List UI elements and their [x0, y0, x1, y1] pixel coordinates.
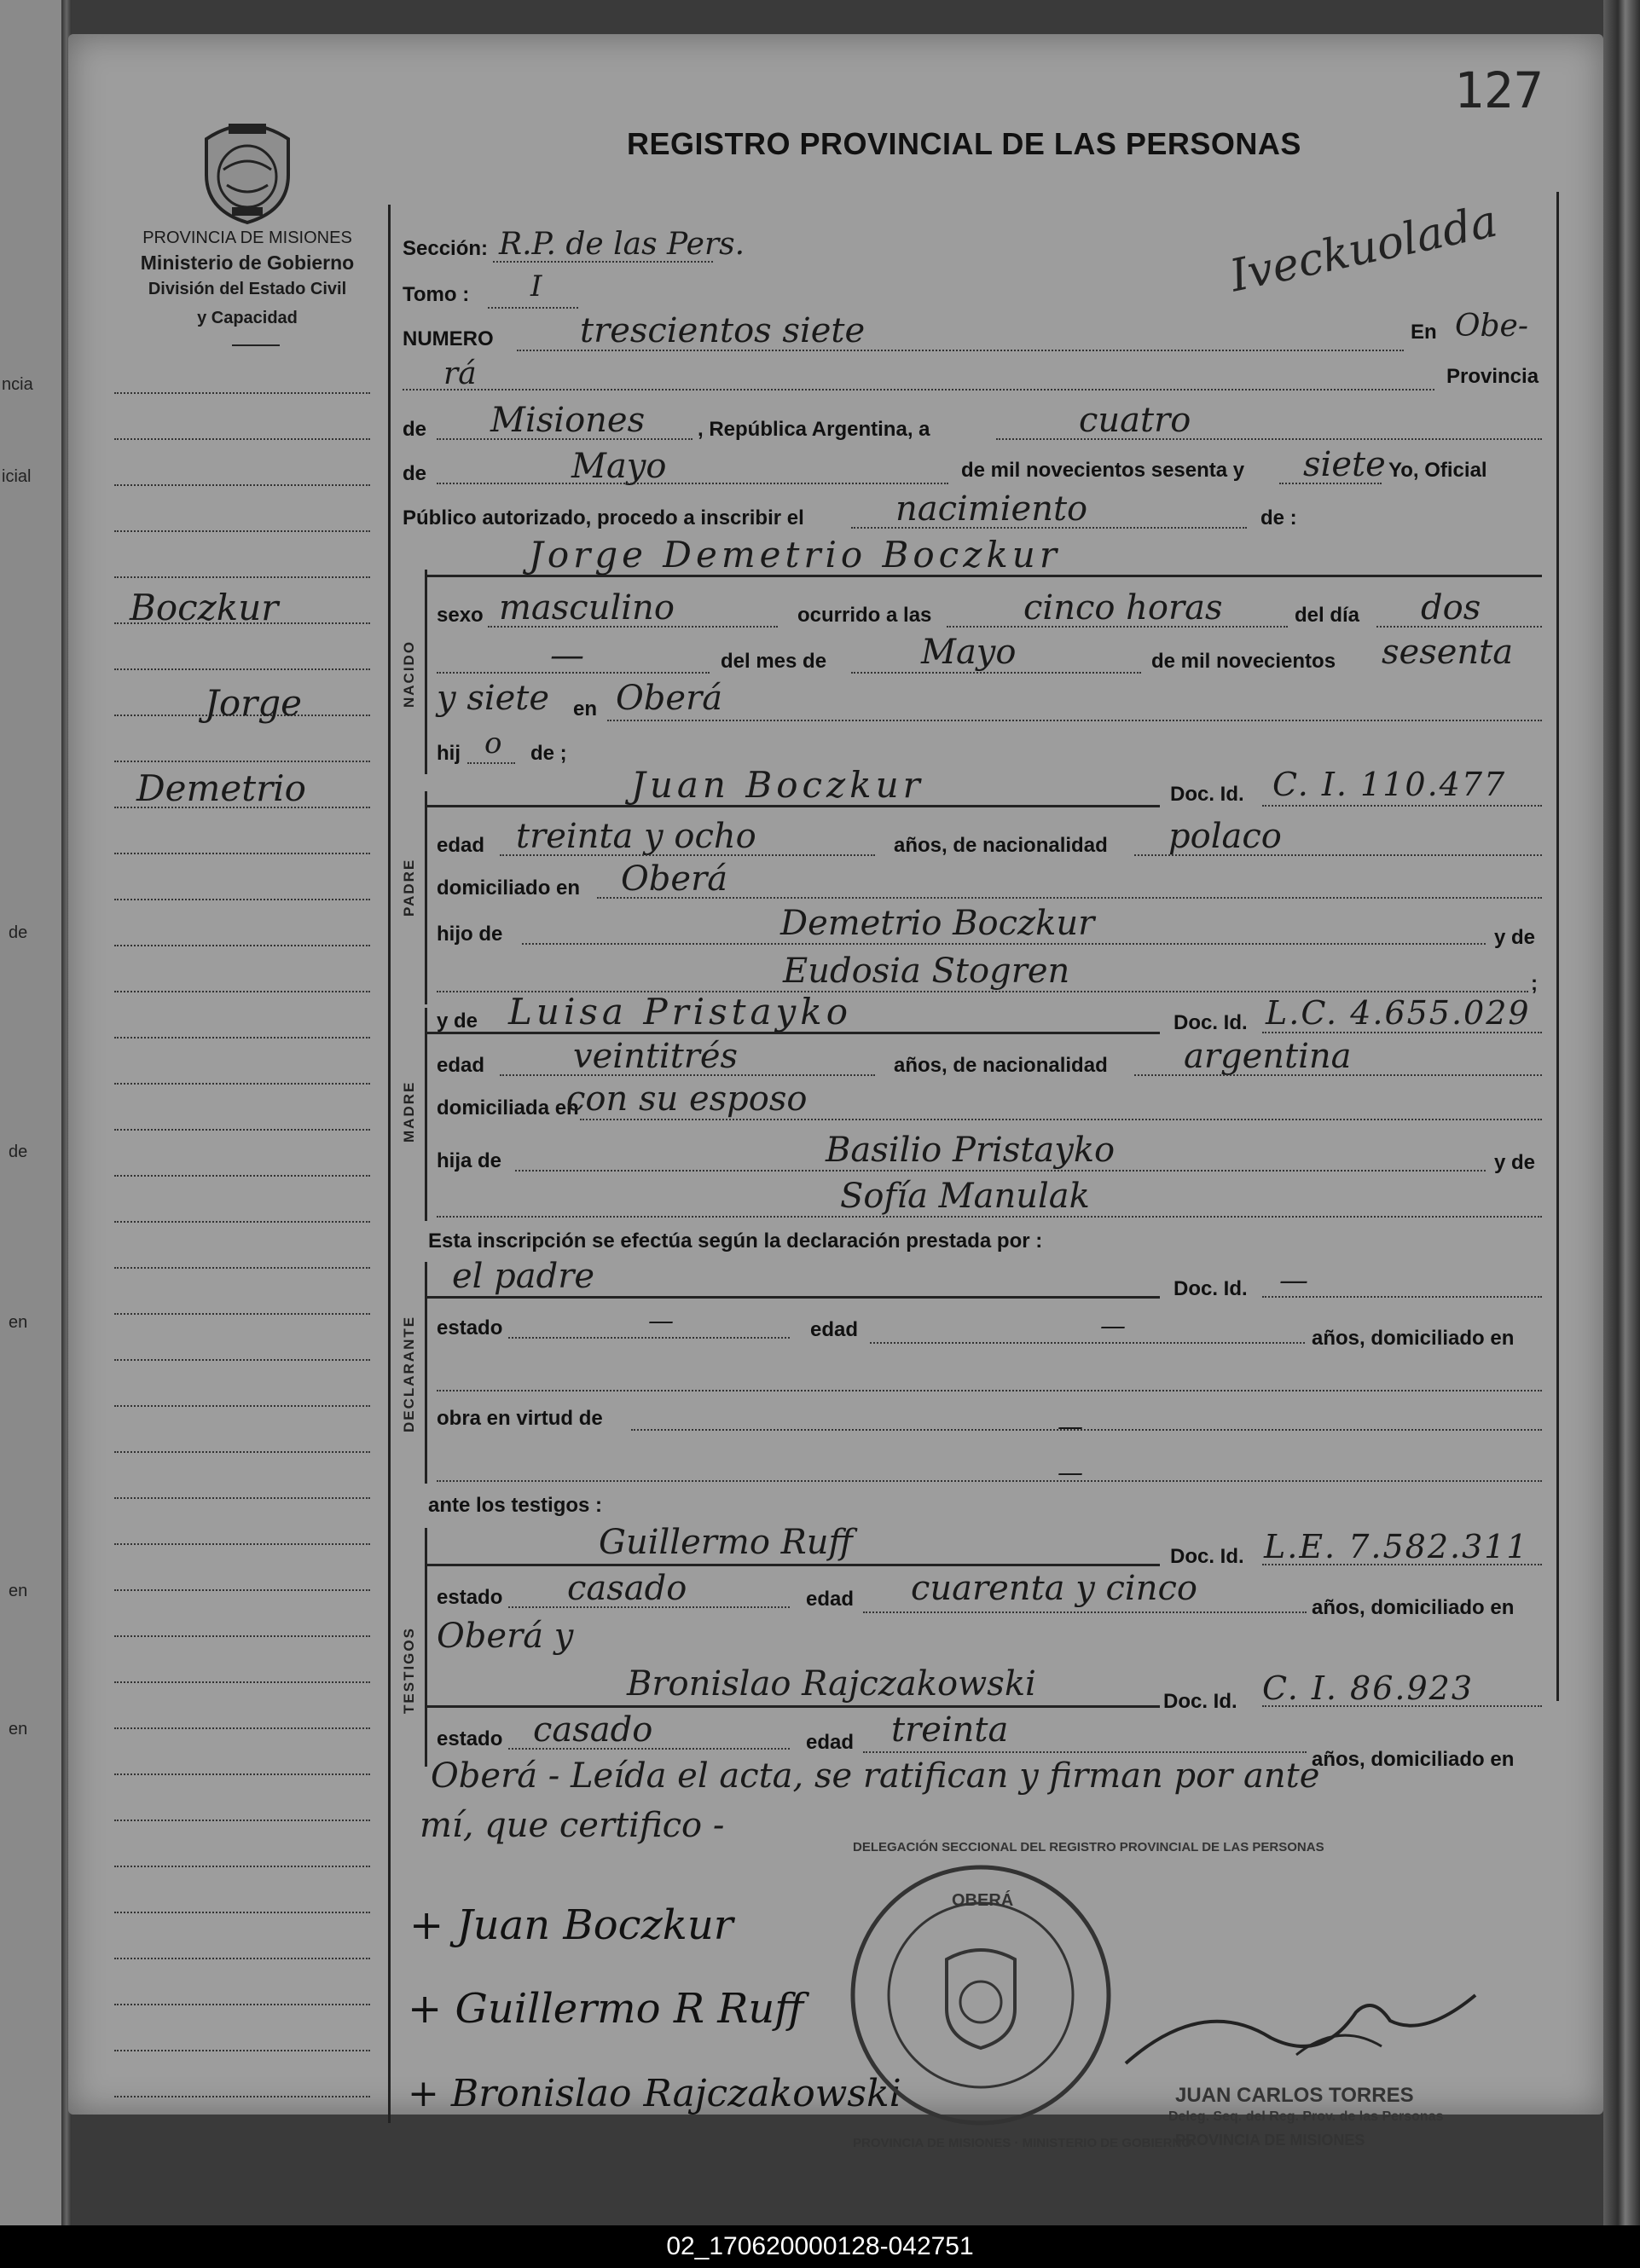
madre-doc-value: L.C. 4.655.029 — [1266, 994, 1531, 1032]
margin-middle-name: Demetrio — [136, 767, 306, 809]
page-edges — [1603, 0, 1640, 2225]
witness2-doc-value: C. I. 86.923 — [1262, 1669, 1475, 1707]
madre-nac-label: años, de nacionalidad — [894, 1054, 1108, 1077]
sidebar-rule — [114, 1451, 370, 1453]
declarante-doc-value: — — [1279, 1264, 1308, 1298]
sidebar-rule — [114, 1037, 370, 1039]
en-value-cont: rá — [443, 356, 477, 391]
provincia-line — [403, 389, 1434, 391]
witness1-anios-label: años, domiciliado en — [1312, 1596, 1515, 1619]
publico-label: Público autorizado, procedo a inscribir el — [403, 506, 804, 529]
sidebar-rule — [114, 1635, 370, 1637]
witness2-edad-value: treinta — [891, 1710, 1009, 1750]
dash-line — [437, 672, 710, 674]
padre-mother-value: Eudosia Stogren — [783, 952, 1070, 991]
numero-value: trescientos siete — [580, 311, 866, 350]
padre-dom-value: Oberá — [621, 859, 728, 899]
sidebar-rule — [114, 668, 370, 670]
testigos-label: TESTIGOS — [401, 1627, 417, 1714]
nacido-bracket — [425, 570, 427, 774]
seccion-line — [493, 261, 713, 263]
madre-father-value: Basilio Pristayko — [826, 1131, 1116, 1170]
tomo-label: Tomo : — [403, 283, 470, 306]
witness1-estado-label: estado — [437, 1586, 503, 1609]
witness2-name-line — [426, 1705, 1160, 1708]
madre-dom-line — [580, 1119, 1542, 1120]
sidebar-rule — [114, 853, 370, 854]
dia-line — [1376, 626, 1542, 628]
sidebar-capacity: y Capacidad — [197, 309, 298, 327]
seal-ring-text: DELEGACIÓN SECCIONAL DEL REGISTRO PROVINCIAL DE LAS PERSONAS — [853, 1840, 1324, 1854]
sidebar-rule — [114, 576, 370, 578]
provincia-label: Provincia — [1446, 365, 1539, 388]
day-line — [996, 438, 1542, 440]
witness1-doc-value: L.E. 7.582.311 — [1264, 1528, 1529, 1565]
hij-label: hij — [437, 742, 461, 765]
del-dia-label: del día — [1295, 604, 1360, 627]
provincial-coat-of-arms-icon — [194, 115, 300, 226]
declarante-obra-line — [631, 1429, 1542, 1431]
sidebar-rule — [114, 1083, 370, 1085]
mes-value: Mayo — [921, 633, 1017, 672]
witness1-doc-label: Doc. Id. — [1170, 1545, 1244, 1568]
signature-witness1: + Guillermo R Ruff — [408, 1985, 804, 2033]
madre-edad-label: edad — [437, 1054, 485, 1077]
sidebar-rule — [114, 1359, 370, 1361]
sidebar-rule — [114, 484, 370, 486]
official-province: PROVINCIA DE MISIONES — [1175, 2132, 1365, 2149]
footer-code: 02_170620000128-042751 — [666, 2232, 974, 2260]
sidebar-rule — [114, 1543, 370, 1545]
closing-line-2: mí, que certifico - — [420, 1806, 725, 1845]
strip-word: en — [9, 1313, 28, 1332]
padre-doc-label: Doc. Id. — [1170, 783, 1244, 806]
sidebar-rule — [114, 1958, 370, 1959]
seccion-label: Sección: — [403, 237, 489, 260]
official-signature-icon — [1100, 1961, 1492, 2089]
mil-label: de mil novecientos — [1151, 650, 1336, 673]
declarante-doc-line — [1262, 1296, 1542, 1298]
witness1-dom-value: Oberá y — [437, 1617, 574, 1656]
sidebar-underline — [232, 344, 280, 346]
padre-father-line — [522, 943, 1486, 945]
declarante-label: DECLARANTE — [401, 1315, 417, 1432]
margin-first-name: Jorge — [205, 682, 302, 724]
madre-father-line — [515, 1170, 1486, 1172]
strip-word: en — [9, 1720, 28, 1739]
padre-dom-label: domiciliado en — [437, 877, 581, 900]
sidebar-rule — [114, 1497, 370, 1499]
right-border — [1556, 192, 1559, 1701]
sidebar-rule — [114, 1912, 370, 1913]
anio-cont: y siete — [437, 679, 550, 718]
declarante-intro: Esta inscripción se efectúa según la declaración prestada por : — [428, 1229, 1043, 1253]
witness2-edad-line — [863, 1751, 1307, 1753]
declarante-edad-label: edad — [810, 1318, 859, 1341]
declarante-estado-dash: — — [648, 1306, 674, 1336]
witness1-name-line — [426, 1564, 1160, 1566]
previous-page-strip — [0, 0, 69, 2225]
de2-label: de — [403, 462, 427, 485]
padre-doc-value: C. I. 110.477 — [1272, 766, 1507, 803]
padre-father-value: Demetrio Boczkur — [780, 904, 1095, 943]
sidebar-rule — [114, 991, 370, 992]
sidebar-rule — [114, 761, 370, 762]
sidebar-rule — [114, 1221, 370, 1223]
witness1-estado-line — [508, 1606, 790, 1608]
act-line — [851, 527, 1247, 529]
witness2-estado-value: casado — [533, 1710, 653, 1750]
sidebar-rule — [114, 392, 370, 394]
de1-label: de — [403, 418, 427, 441]
signature-witness2: + Bronislao Rajczakowski — [408, 2072, 901, 2115]
witness1-doc-line — [1262, 1564, 1542, 1565]
sexo-line — [488, 626, 778, 628]
republica-label: , República Argentina, a — [698, 418, 930, 441]
madre-nac-value: argentina — [1184, 1037, 1352, 1076]
padre-semicolon: ; — [1531, 972, 1538, 995]
closing-line-1: Oberá - Leída el acta, se ratifican y firman por ante — [431, 1756, 1320, 1796]
hora-value: cinco horas — [1023, 588, 1223, 628]
padre-name-line — [426, 805, 1160, 807]
sidebar-rule — [114, 1727, 370, 1729]
declarante-obra-line-2 — [437, 1480, 1542, 1482]
witness2-anios-label: años, domiciliado en — [1312, 1748, 1515, 1771]
child-name: Jorge Demetrio Boczkur — [529, 534, 1061, 576]
declarante-dom-line — [437, 1390, 1542, 1391]
official-title: Deleg. Seq. del Reg. Prov. de las Personas — [1168, 2109, 1444, 2124]
sidebar-rule — [114, 1313, 370, 1315]
sidebar-division: División del Estado Civil — [148, 280, 347, 298]
sexo-value: masculino — [499, 588, 675, 628]
sidebar-rule — [114, 899, 370, 900]
madre-doc-label: Doc. Id. — [1173, 1011, 1248, 1034]
numero-label: NUMERO — [403, 327, 494, 350]
nacido-label: NACIDO — [401, 639, 417, 708]
declarante-obra-dash-2: — — [1058, 1458, 1083, 1488]
witness1-edad-value: cuarenta y cinco — [911, 1569, 1197, 1608]
padre-nac-label: años, de nacionalidad — [894, 834, 1108, 857]
year-label: de mil novecientos sesenta y — [961, 459, 1245, 482]
declarante-estado-line — [508, 1337, 790, 1339]
strip-word: de — [9, 923, 28, 942]
padre-name: Juan Boczkur — [631, 764, 924, 806]
testigos-intro: ante los testigos : — [428, 1494, 603, 1517]
declarante-anios-label: años, domiciliado en — [1312, 1327, 1515, 1350]
sidebar-rule — [114, 1866, 370, 1867]
year-line — [1279, 483, 1382, 484]
padre-dom-line — [597, 897, 1542, 899]
nacido-de-label: de ; — [530, 742, 567, 765]
de3-label: de : — [1260, 506, 1297, 529]
madre-name-line — [426, 1032, 1160, 1034]
madre-label: MADRE — [401, 1080, 417, 1143]
page-number: 127 — [1454, 61, 1544, 119]
sexo-label: sexo — [437, 604, 484, 627]
sidebar-rule — [114, 2050, 370, 2051]
sidebar-rule — [114, 1820, 370, 1821]
madre-dom-value: con su esposo — [566, 1079, 808, 1119]
year-value: siete — [1303, 445, 1386, 484]
witness1-name: Guillermo Ruff — [599, 1523, 853, 1562]
sidebar-rule — [114, 1681, 370, 1683]
padre-edad-value: treinta y ocho — [516, 817, 756, 856]
witness2-name: Bronislao Rajczakowski — [627, 1664, 1036, 1704]
en-value: Obe- — [1455, 309, 1529, 344]
padre-edad-line — [500, 854, 875, 856]
madre-nac-line — [1134, 1074, 1542, 1076]
seal-bottom-text: PROVINCIA DE MISIONES · MINISTERIO DE GOBIERNO — [853, 2136, 1191, 2150]
witness1-edad-label: edad — [806, 1588, 855, 1611]
sidebar-rule — [114, 438, 370, 440]
en-label: En — [1411, 321, 1437, 344]
witness2-doc-label: Doc. Id. — [1163, 1690, 1237, 1713]
lugar-en-label: en — [573, 697, 598, 720]
day-value: cuatro — [1079, 401, 1191, 440]
declarante-doc-label: Doc. Id. — [1173, 1277, 1248, 1300]
ocurrido-label: ocurrido a las — [797, 604, 932, 627]
witness2-edad-label: edad — [806, 1731, 855, 1754]
margin-surname: Boczkur — [130, 587, 279, 628]
witness2-estado-label: estado — [437, 1727, 503, 1750]
madre-edad-line — [500, 1074, 875, 1076]
sidebar-rule — [114, 1405, 370, 1407]
tomo-value: I — [530, 269, 542, 304]
strip-word: de — [9, 1143, 28, 1161]
month-line — [437, 483, 948, 484]
sidebar-province: PROVINCIA DE MISIONES — [142, 229, 352, 247]
padre-hijo-label: hijo de — [437, 923, 503, 946]
strip-word: ncia — [2, 375, 33, 394]
act-value: nacimiento — [895, 489, 1088, 529]
anio-value: sesenta — [1382, 633, 1514, 672]
sidebar-rule — [114, 945, 370, 946]
oficial-label: Yo, Oficial — [1388, 459, 1487, 482]
month-value: Mayo — [571, 447, 667, 486]
madre-name: Luisa Pristayko — [508, 991, 853, 1033]
provincia-value: Misiones — [490, 401, 646, 440]
child-name-line — [426, 575, 1542, 577]
padre-doc-line — [1262, 805, 1542, 807]
witness1-edad-line — [863, 1611, 1307, 1613]
witness1-estado-value: casado — [567, 1569, 687, 1608]
padre-nac-line — [1134, 854, 1542, 856]
strip-word: icial — [2, 467, 32, 486]
declarante-estado-label: estado — [437, 1316, 503, 1339]
dash-value: — — [550, 636, 584, 675]
madre-yde2-label: y de — [1494, 1151, 1536, 1174]
sidebar-rule — [114, 1773, 370, 1775]
hij-line — [467, 762, 515, 764]
madre-mother-line — [437, 1216, 1542, 1218]
hij-value: o — [484, 726, 502, 761]
sidebar-divider — [388, 205, 391, 2123]
madre-hija-label: hija de — [437, 1149, 502, 1172]
mes-line — [851, 672, 1141, 674]
registrar-signature: Iveckuolada — [1226, 195, 1502, 303]
madre-mother-value: Sofía Manulak — [840, 1177, 1090, 1216]
sidebar-rule — [114, 1589, 370, 1591]
padre-nac-value: polaco — [1168, 817, 1282, 856]
declarante-value-line — [426, 1296, 1160, 1299]
declarante-obra-label: obra en virtud de — [437, 1407, 603, 1430]
numero-line — [517, 350, 1404, 351]
sidebar-rule — [114, 530, 370, 532]
declarante-bracket — [425, 1262, 427, 1484]
strip-word: en — [9, 1582, 28, 1600]
seccion-value: R.P. de las Pers. — [499, 227, 745, 262]
tomo-line — [488, 307, 578, 309]
sidebar-rule — [114, 2096, 370, 2097]
madre-yde-label: y de — [437, 1010, 478, 1033]
padre-yde-label: y de — [1494, 926, 1536, 949]
witness2-estado-line — [508, 1748, 790, 1750]
padre-edad-label: edad — [437, 834, 485, 857]
madre-doc-line — [1262, 1032, 1542, 1033]
witness2-doc-line — [1262, 1705, 1542, 1707]
declarante-value: el padre — [452, 1257, 595, 1296]
signature-father: + Juan Boczkur — [409, 1901, 733, 1949]
declarante-obra-dash: — — [1058, 1412, 1083, 1442]
sidebar-rule — [114, 1267, 370, 1269]
lugar-line — [607, 720, 1542, 721]
seal-city: OBERÁ — [952, 1891, 1014, 1910]
declarante-edad-line — [870, 1342, 1305, 1344]
provincia-value-line — [437, 438, 693, 440]
madre-edad-value: veintitrés — [573, 1037, 739, 1076]
dia-value: dos — [1421, 588, 1481, 628]
official-name: JUAN CARLOS TORRES — [1175, 2084, 1414, 2107]
hora-line — [947, 626, 1288, 628]
madre-bracket — [425, 1008, 427, 1221]
form-title: REGISTRO PROVINCIAL DE LAS PERSONAS — [627, 126, 1301, 161]
del-mes-label: del mes de — [721, 650, 827, 673]
sidebar-ministry: Ministerio de Gobierno — [140, 252, 355, 274]
padre-label: PADRE — [401, 858, 417, 917]
madre-dom-label: domiciliada en — [437, 1096, 579, 1120]
declarante-edad-dash: — — [1100, 1311, 1126, 1341]
padre-bracket — [425, 791, 427, 1004]
sidebar-rule — [114, 2004, 370, 2005]
sidebar-rule — [114, 1175, 370, 1177]
sidebar-rule — [114, 1129, 370, 1131]
lugar-value: Oberá — [616, 679, 723, 718]
